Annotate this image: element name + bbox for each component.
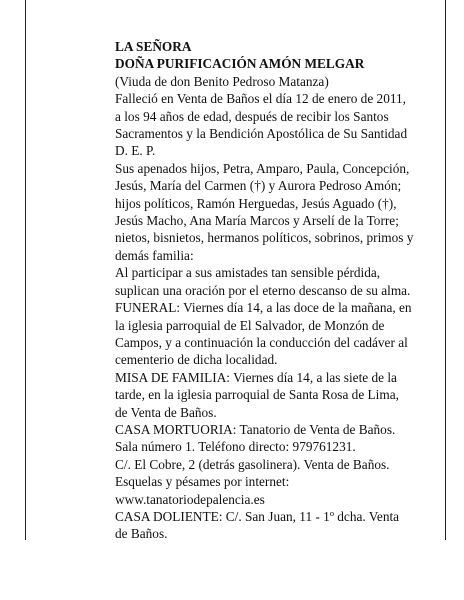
dep-line: D. E. P. <box>115 143 156 159</box>
mourning-house-line-1: CASA DOLIENTE: C/. San Juan, 11 - 1º dcha. Venta <box>115 508 400 524</box>
condolences-label: Esquelas y pésames por internet: <box>115 474 290 490</box>
mass-line-2: tarde, en la iglesia parroquial de Santa Rosa de Lima, <box>115 387 399 403</box>
funeral-line-1: FUNERAL: Viernes día 14, a las doce de la mañana, en <box>115 300 412 316</box>
obituary-notice <box>115 38 435 543</box>
death-line-2: a los 94 años de edad, después de recibir los Santos <box>115 108 389 124</box>
mortuary-line-3: C/. El Cobre, 2 (detrás gasolinera). Venta de Baños. <box>115 456 390 472</box>
family-line-3: hijos políticos, Ramón Herguedas, Jesús Aguado (†), <box>115 195 397 211</box>
heading-title: LA SEÑORA <box>115 39 192 54</box>
family-line-1: Sus apenados hijos, Petra, Amparo, Paula, Concepción, <box>115 160 410 176</box>
mass-line-3: de Venta de Baños. <box>115 404 217 420</box>
widow-note: (Viuda de don Benito Pedroso Matanza) <box>115 73 329 89</box>
death-line-1: Falleció en Venta de Baños el día 12 de enero de 2011, <box>115 91 406 107</box>
funeral-line-3: Campos, y a continuación la conducción del cadáver al <box>115 334 408 350</box>
family-line-6: demás familia: <box>115 247 194 263</box>
family-line-2: Jesús, María del Carmen (†) y Aurora Pedroso Amón; <box>115 178 402 194</box>
mortuary-line-1: CASA MORTUORIA: Tanatorio de Venta de Baños. <box>115 421 396 437</box>
death-line-3: Sacramentos y la Bendición Apostólica de Su Santidad <box>115 126 408 142</box>
family-line-4: Jesús Macho, Ana María Marcos y Arselí de la Torre; <box>115 213 399 229</box>
funeral-line-2: la iglesia parroquial de El Salvador, de Monzón de <box>115 317 385 333</box>
mass-line-1: MISA DE FAMILIA: Viernes día 14, a las siete de la <box>115 369 397 385</box>
family-line-5: nietos, bisnietos, hermanos políticos, sobrinos, primos y <box>115 230 414 246</box>
deceased-name: DOÑA PURIFICACIÓN AMÓN MELGAR <box>115 56 365 72</box>
website-link[interactable]: www.tanatoriodepalencia.es <box>115 491 265 507</box>
mourning-house-line-2: de Baños. <box>115 526 168 542</box>
request-line-2: suplican una oración por el eterno descanso de su alma. <box>115 282 411 298</box>
funeral-line-4: cementerio de dicha localidad. <box>115 352 278 368</box>
mortuary-line-2: Sala número 1. Teléfono directo: 979761231. <box>115 439 356 455</box>
request-line-1: Al participar a sus amistades tan sensible pérdida, <box>115 265 381 281</box>
